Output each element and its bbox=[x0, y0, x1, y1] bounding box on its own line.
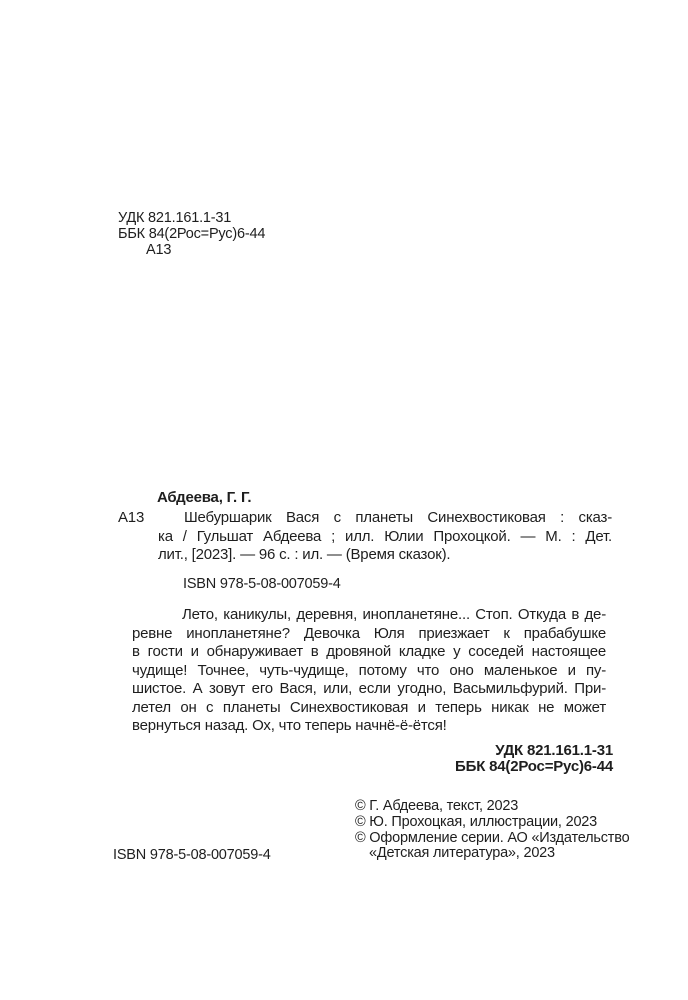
isbn-bottom-line: ISBN 978-5-08-007059-4 bbox=[113, 847, 271, 863]
text-line: вернуться назад. Ох, что теперь начнё-ё-ётся! bbox=[132, 717, 447, 734]
bibliographic-description bbox=[158, 509, 612, 565]
text-line: шистое. А зовут его Вася, или, если угодно, Васьмильфурий. При- bbox=[132, 680, 606, 697]
text-line: ББК 84(2Рос=Рус)6-44 bbox=[455, 758, 613, 775]
text-line: © Ю. Прохоцкая, иллюстрации, 2023 bbox=[355, 813, 598, 830]
text-line: «Детская литература», 2023 bbox=[369, 845, 555, 862]
text-line: Лето, каникулы, деревня, инопланетяне... Стоп. Откуда в де- bbox=[182, 606, 606, 623]
text-line: чудище! Точнее, чуть-чудище, потому что оно маленькое и пу- bbox=[132, 661, 606, 679]
isbn-line: ISBN 978-5-08-007059-4 bbox=[183, 576, 341, 592]
classification-codes-top bbox=[118, 210, 265, 258]
text-line: © Г. Абдеева, текст, 2023 bbox=[355, 798, 519, 814]
text-line: ББК 84(2Рос=Рус)6-44 bbox=[118, 226, 266, 242]
author-heading: Абдеева, Г. Г. bbox=[157, 489, 252, 506]
text-line: УДК 821.161.1-31 bbox=[495, 742, 613, 759]
annotation-paragraph bbox=[132, 606, 606, 736]
classification-codes-right bbox=[455, 743, 613, 775]
text-line: Шебуршарик Вася с планеты Синехвостиковая : сказ- bbox=[184, 509, 612, 526]
text-line: лит., [2023]. — 96 с. : ил. — (Время сказок). bbox=[158, 546, 451, 563]
text-line: А13 bbox=[146, 242, 172, 258]
text-line: ревне инопланетяне? Девочка Юля приезжает к прабабушке bbox=[132, 624, 606, 642]
text-line: УДК 821.161.1-31 bbox=[118, 210, 232, 226]
text-line: ка / Гульшат Абдеева ; илл. Юлии Прохоцкой. — М. : Дет. bbox=[158, 527, 612, 545]
catalog-entry-code: А13 bbox=[118, 509, 145, 526]
text-line: © Оформление серии. АО «Издательство bbox=[355, 829, 630, 846]
text-line: летел он с планеты Синехвостиковая и теперь никак не может bbox=[132, 698, 606, 716]
copyright-block bbox=[355, 799, 629, 862]
text-line: в гости и обнаруживает в дровяной кладке у соседей настоящее bbox=[132, 643, 606, 660]
